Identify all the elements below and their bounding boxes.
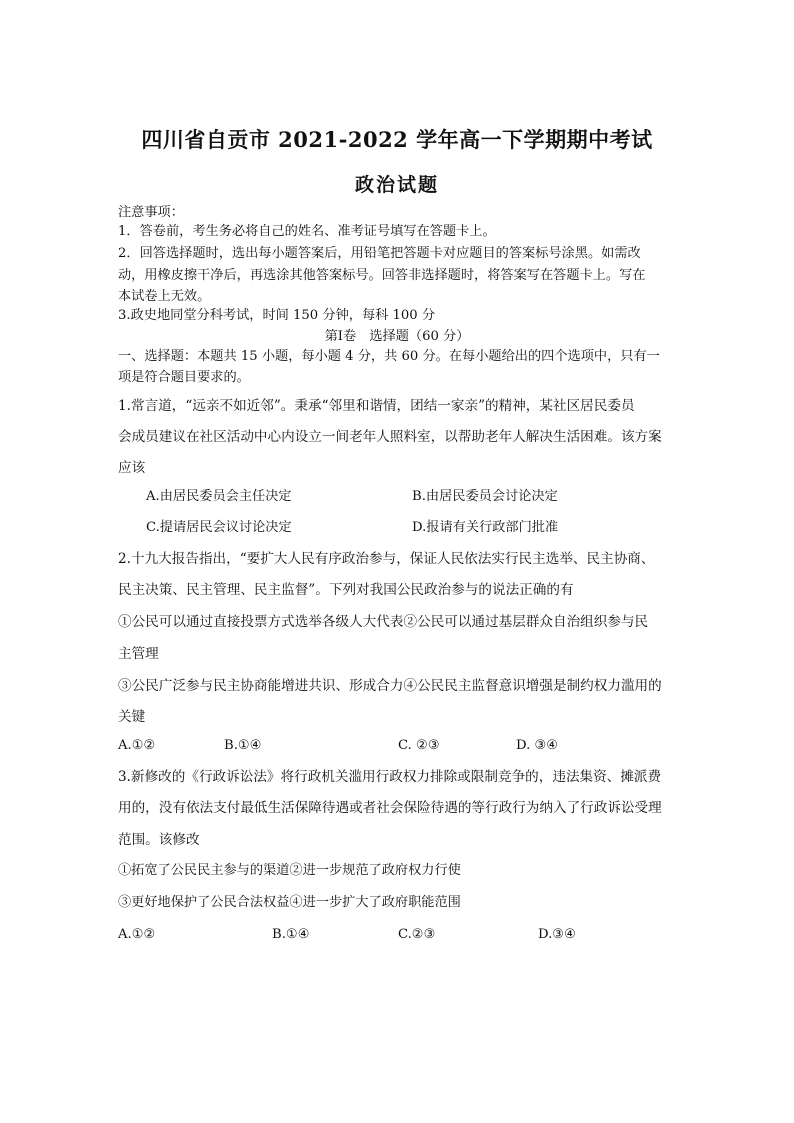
q3-stem: 范围。该修改 bbox=[118, 832, 200, 848]
q1-stem: 应该 bbox=[118, 460, 146, 476]
exam-title: 四川省自贡市 2021-2022 学年高一下学期期中考试 bbox=[141, 127, 653, 152]
q3-statement: ③更好地保护了公民合法权益④进一步扩大了政府职能范围 bbox=[118, 895, 461, 910]
q2-option-d: D. ③④ bbox=[516, 738, 559, 753]
section-instruction: 一、选择题：本题共 15 小题，每小题 4 分，共 60 分。在每小题给出的四个选项中，只有一 bbox=[118, 349, 660, 364]
q3-option-b: B.①④ bbox=[272, 927, 310, 942]
q2-option-c: C. ②③ bbox=[398, 738, 440, 753]
q2-stem: ③公民广泛参与民主协商能增进共识、形成合力④公民民主监督意识增强是制约权力滥用的 bbox=[118, 678, 662, 694]
q1-option-a: A.由居民委员会主任决定 bbox=[146, 489, 292, 504]
section-instruction: 项是符合题目要求的。 bbox=[118, 370, 250, 385]
q3-stem: 3.新修改的《行政诉讼法》将行政机关滥用行政权力排除或限制竞争的，违法集资、摊派费 bbox=[118, 769, 662, 785]
section-title: 第Ⅰ卷 选择题（60 分） bbox=[324, 329, 470, 344]
q2-stem: 主管理 bbox=[118, 646, 159, 662]
q2-stem: ①公民可以通过直接投票方式选举各级人大代表②公民可以通过基层群众自治组织参与民 bbox=[118, 614, 649, 630]
q3-option-d: D.③④ bbox=[538, 927, 576, 942]
notes-line: 2．回答选择题时，选出每小题答案后，用铅笔把答题卡对应题目的答案标号涂黑。如需改 bbox=[118, 246, 641, 261]
notes-heading: 注意事项： bbox=[118, 205, 184, 220]
q2-stem: 2.十九大报告指出，“要扩大人民有序政治参与，保证人民依法实行民主选举、民主协商、 bbox=[118, 551, 655, 567]
q1-stem: 会成员建议在社区活动中心内设立一间老年人照料室，以帮助老年人解决生活困难。该方案 bbox=[118, 429, 662, 445]
q1-stem: 1.常言道，“远亲不如近邻”。秉承“邻里和谐情，团结一家亲”的精神，某社区居民委员 bbox=[118, 398, 635, 414]
notes-line: 动，用橡皮擦干净后，再选涂其他答案标号。回答非选择题时，将答案写在答题卡上。写在 bbox=[118, 268, 646, 283]
q3-option-a: A.①② bbox=[118, 927, 156, 942]
q2-option-a: A.①② bbox=[118, 738, 156, 753]
q3-option-c: C.②③ bbox=[398, 927, 436, 942]
q3-statement: ①拓宽了公民民主参与的渠道②进一步规范了政府权力行使 bbox=[118, 863, 461, 878]
notes-line: 3.政史地同堂分科考试，时间 150 分钟，每科 100 分 bbox=[118, 308, 436, 323]
q2-stem: 民主决策、民主管理、民主监督”。下列对我国公民政治参与的说法正确的有 bbox=[118, 582, 574, 598]
q2-stem: 关键 bbox=[118, 709, 146, 725]
q1-option-c: C.提请居民会议讨论决定 bbox=[146, 520, 292, 535]
q2-option-b: B.①④ bbox=[224, 738, 262, 753]
q1-option-b: B.由居民委员会讨论决定 bbox=[412, 489, 558, 504]
q1-option-d: D.报请有关行政部门批准 bbox=[412, 520, 559, 535]
notes-line: 本试卷上无效。 bbox=[118, 289, 211, 304]
q3-stem: 用的，没有依法支付最低生活保障待遇或者社会保险待遇的等行政行为纳入了行政诉讼受理 bbox=[118, 800, 662, 816]
notes-line: 1．答卷前，考生务必将自己的姓名、准考证号填写在答题卡上。 bbox=[118, 224, 496, 239]
exam-subtitle: 政治试题 bbox=[354, 174, 439, 196]
